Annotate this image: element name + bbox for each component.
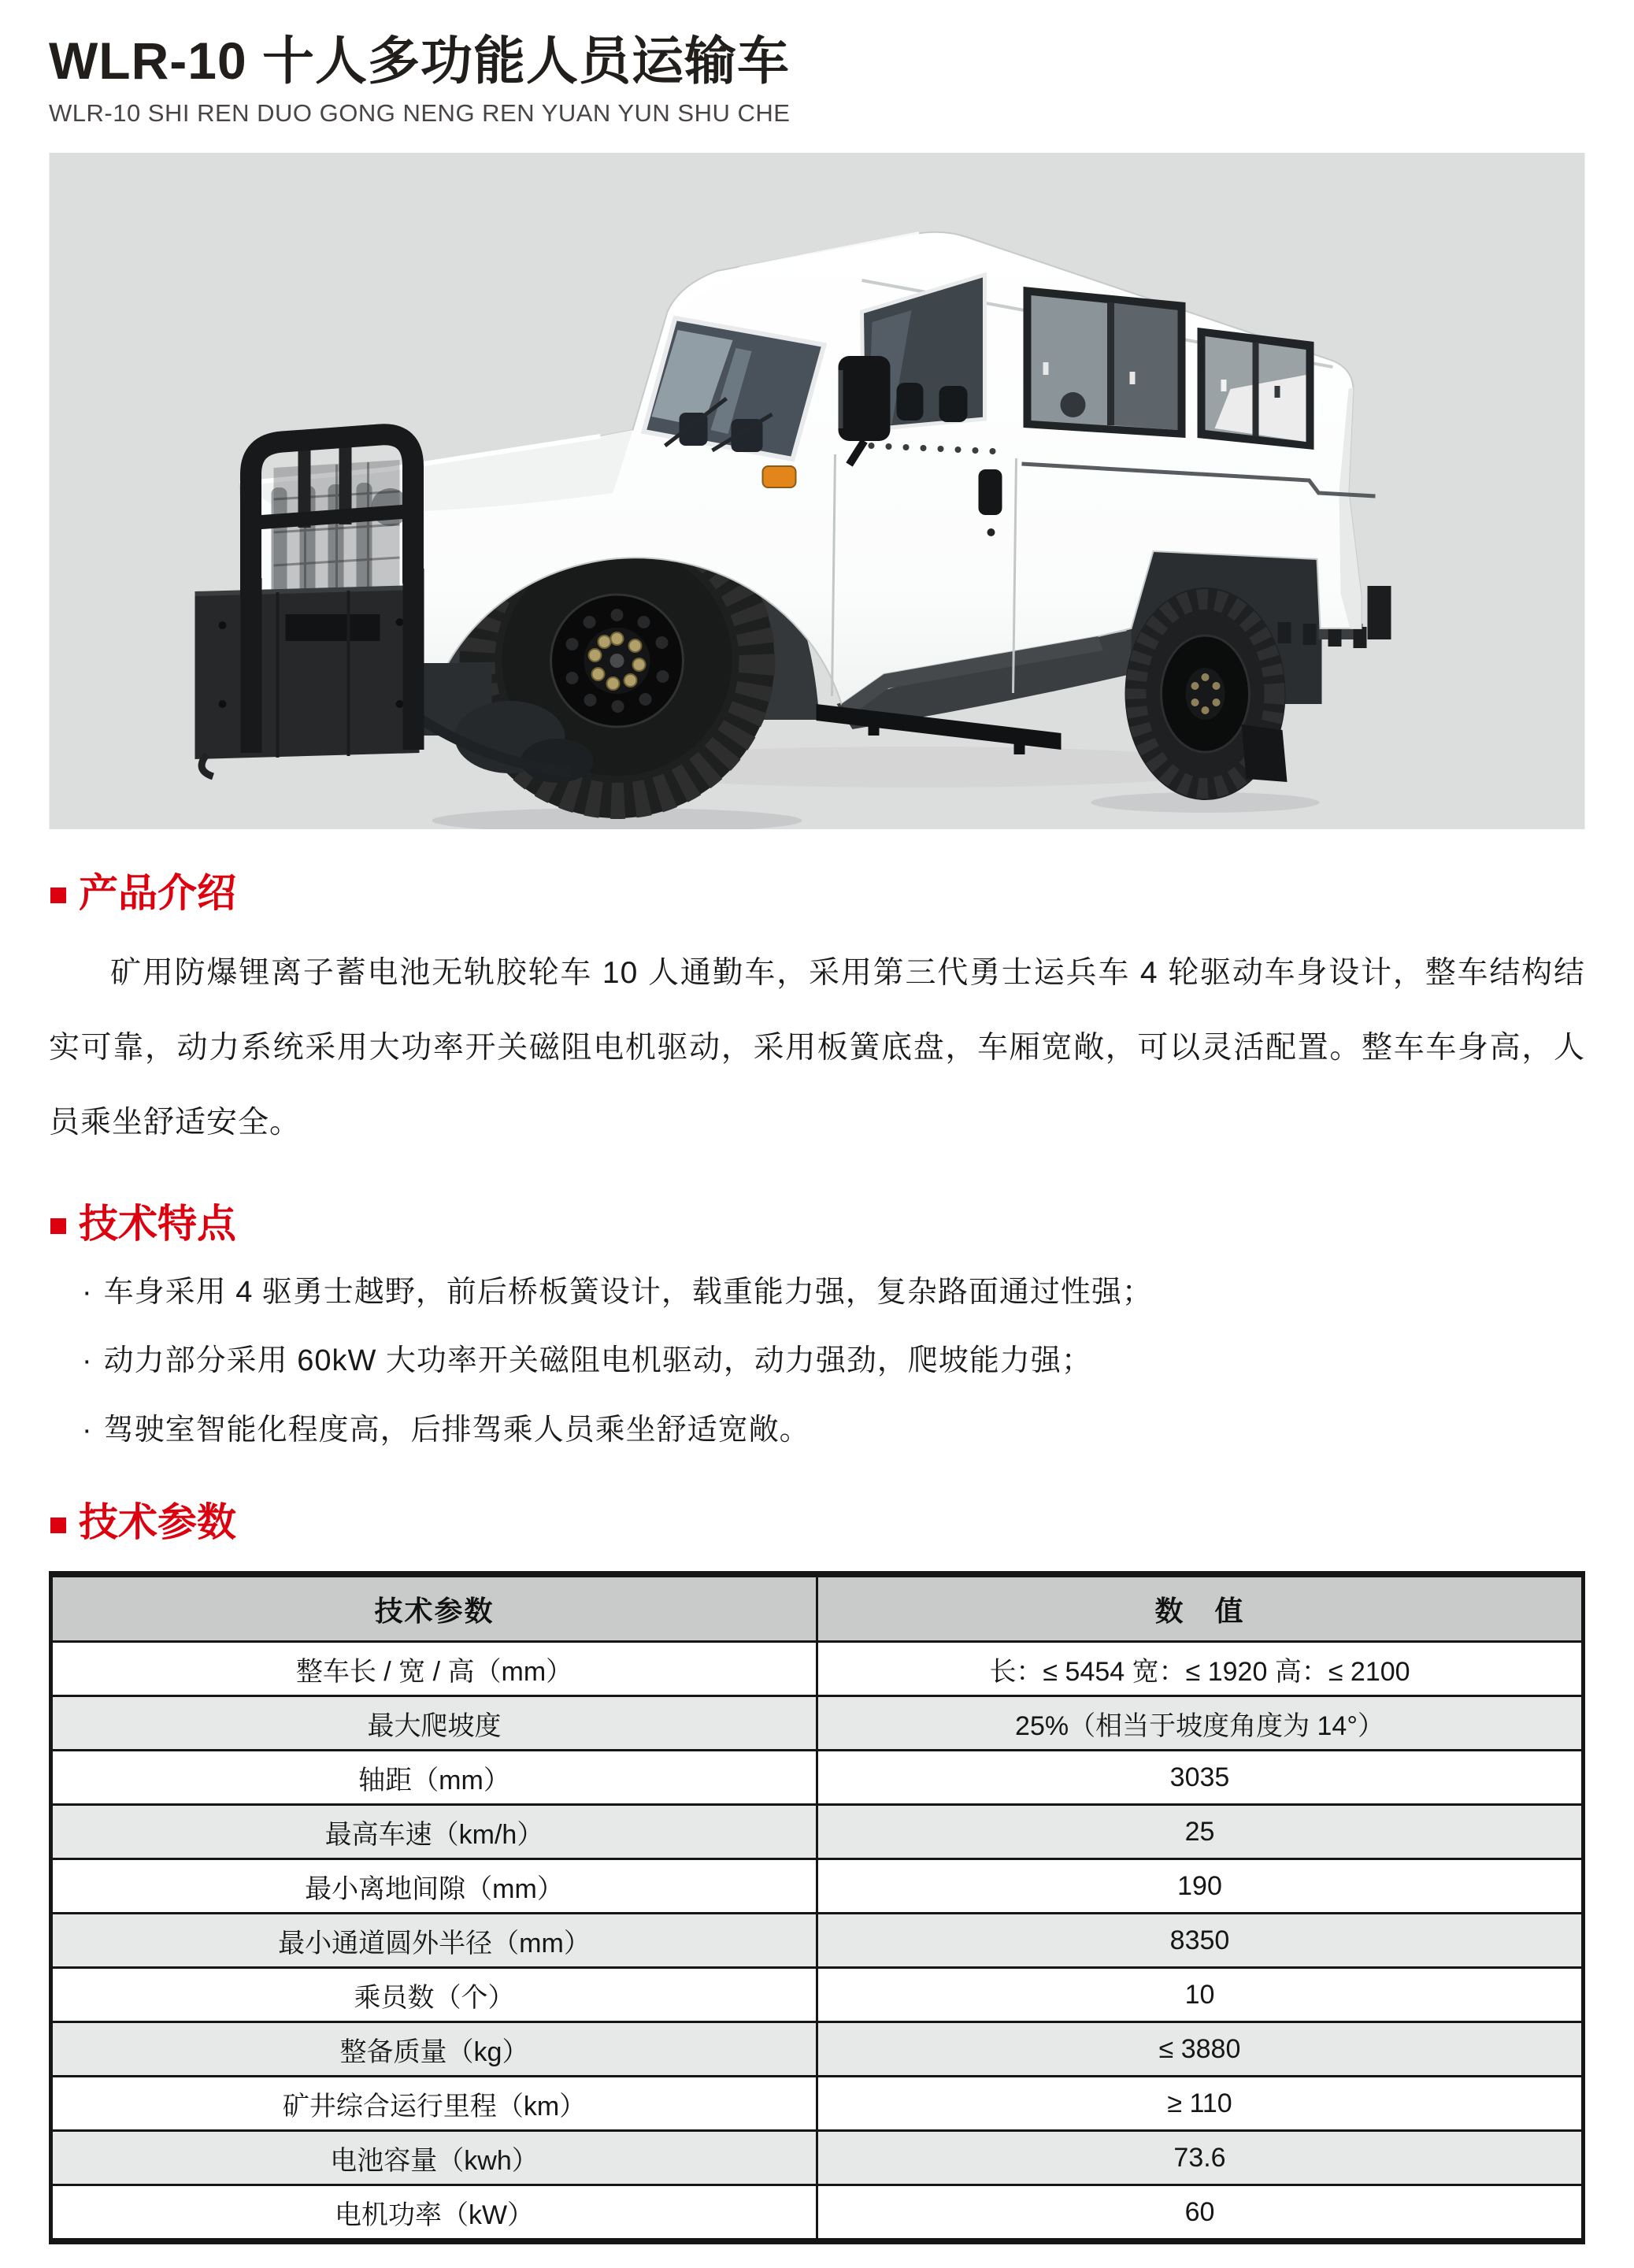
param-name-cell: 轴距（mm） <box>51 1751 817 1805</box>
rear-sliding-window <box>1198 328 1314 450</box>
intro-paragraph: 矿用防爆锂离子蓄电池无轨胶轮车 10 人通勤车，采用第三代勇士运兵车 4 轮驱动车身设计，整车结构结实可靠，动力系统采用大功率开关磁阻电机驱动，采用板簧底盘，车厢宽敞，可以灵活配置。整车车身高，人员乘坐舒适安全。 <box>49 955 1585 1140</box>
param-name-cell: 最大爬坡度 <box>51 1696 817 1751</box>
bullet-dot: · <box>82 1413 93 1447</box>
vehicle-photo <box>49 153 1585 829</box>
param-name-cell: 电池容量（kwh） <box>51 2131 817 2185</box>
table-row <box>51 1859 1584 1914</box>
table-row <box>51 1805 1584 1859</box>
specs-heading <box>49 1501 1585 1544</box>
param-value-cell: 190 <box>817 1859 1584 1914</box>
front-bumper <box>195 587 420 776</box>
specs-table <box>49 1571 1585 2244</box>
param-name-cell: 整车长 / 宽 / 高（mm） <box>51 1642 817 1696</box>
param-name-cell: 最小通道圆外半径（mm） <box>51 1914 817 1968</box>
door-handle <box>979 469 1002 515</box>
param-value-cell: 8350 <box>817 1914 1584 1968</box>
red-square-icon <box>50 1218 66 1234</box>
vehicle-illustration <box>49 153 1585 829</box>
bullet-dot: · <box>82 1344 93 1378</box>
table-row <box>51 2077 1584 2131</box>
section-intro <box>49 872 1585 1160</box>
intro-heading <box>49 872 1585 915</box>
param-value-cell: 10 <box>817 1968 1584 2022</box>
table-row <box>51 1751 1584 1805</box>
param-name-cell: 矿井综合运行里程（km） <box>51 2077 817 2131</box>
section-features <box>49 1203 1585 1450</box>
features-heading <box>49 1203 1585 1246</box>
page-header <box>49 32 1585 128</box>
page-title: WLR-10 十人多功能人员运输车 <box>49 32 790 90</box>
table-row <box>51 1642 1584 1696</box>
section-specs <box>49 1501 1585 2244</box>
table-row <box>51 1696 1584 1751</box>
value-column-header: 数 值 <box>817 1574 1584 1642</box>
feature-text: 驾驶室智能化程度高，后排驾乘人员乘坐舒适宽敞。 <box>103 1413 810 1447</box>
red-square-icon <box>50 888 66 903</box>
feature-item <box>82 1274 1585 1312</box>
param-name-cell: 最小离地间隙（mm） <box>51 1859 817 1914</box>
features-list <box>49 1274 1585 1450</box>
param-name-cell: 整备质量（kg） <box>51 2022 817 2077</box>
middle-sliding-window <box>1024 287 1186 438</box>
param-value-cell: 3035 <box>817 1751 1584 1805</box>
param-name-cell: 乘员数（个） <box>51 1968 817 2022</box>
param-value-cell: ≤ 3880 <box>817 2022 1584 2077</box>
specs-table-body <box>51 1642 1584 2242</box>
table-row <box>51 2022 1584 2077</box>
features-heading-text: 技术特点 <box>79 1201 236 1246</box>
table-row <box>51 1914 1584 1968</box>
page-subtitle: WLR-10 SHI REN DUO GONG NENG REN YUAN YUN SHU CHE <box>49 98 791 127</box>
rear-mud-flap <box>1242 724 1288 782</box>
param-name-cell: 最高车速（km/h） <box>51 1805 817 1859</box>
param-value-cell: 60 <box>817 2185 1584 2242</box>
red-square-icon <box>50 1518 66 1533</box>
feature-item <box>82 1343 1585 1380</box>
feature-text: 动力部分采用 60kW 大功率开关磁阻电机驱动，动力强劲，爬坡能力强； <box>103 1344 1092 1378</box>
table-row <box>51 1968 1584 2022</box>
windshield <box>644 318 824 459</box>
bullet-dot: · <box>82 1275 93 1309</box>
intro-heading-text: 产品介绍 <box>79 870 236 915</box>
table-row <box>51 2185 1584 2242</box>
table-row <box>51 2131 1584 2185</box>
param-value-cell: 73.6 <box>817 2131 1584 2185</box>
param-value-cell: 25 <box>817 1805 1584 1859</box>
specs-header-row <box>51 1574 1584 1642</box>
side-marker-lamp <box>763 466 796 487</box>
param-column-header: 技术参数 <box>51 1574 817 1642</box>
specs-heading-text: 技术参数 <box>79 1500 236 1545</box>
param-value-cell: ≥ 110 <box>817 2077 1584 2131</box>
param-value-cell: 25%（相当于坡度角度为 14°） <box>817 1696 1584 1751</box>
feature-text: 车身采用 4 驱勇士越野，前后桥板簧设计，载重能力强，复杂路面通过性强； <box>103 1275 1153 1309</box>
feature-item <box>82 1412 1585 1450</box>
param-name-cell: 电机功率（kW） <box>51 2185 817 2242</box>
param-value-cell: 长：≤ 5454 宽：≤ 1920 高：≤ 2100 <box>817 1642 1584 1696</box>
